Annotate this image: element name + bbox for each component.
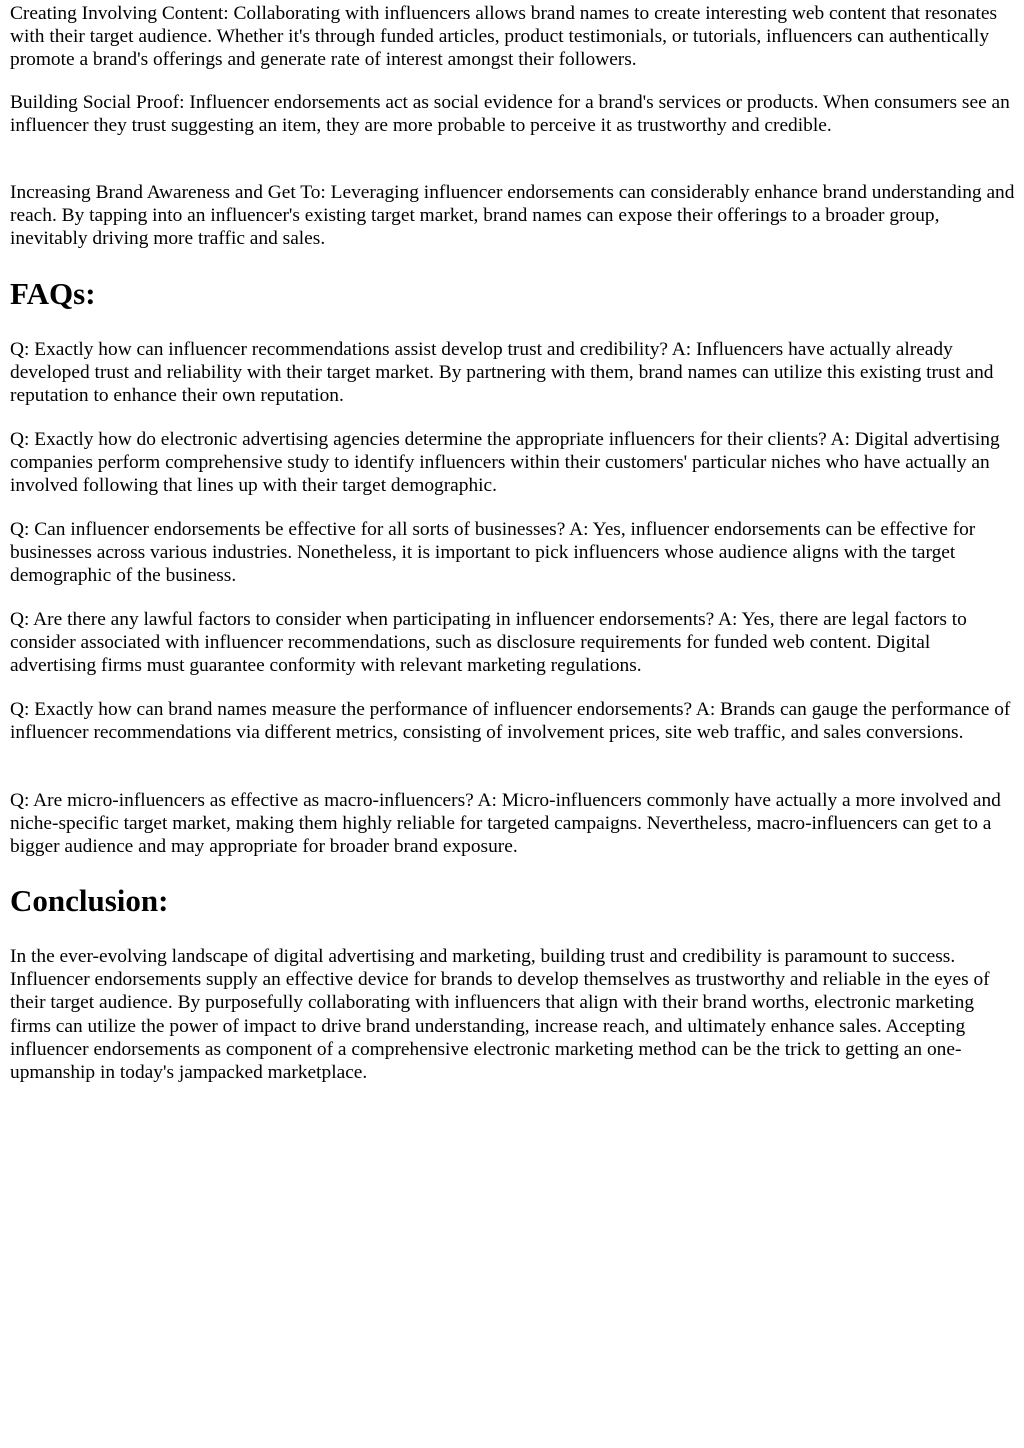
conclusion-heading: Conclusion: <box>10 883 169 918</box>
conclusion-paragraph: In the ever-evolving landscape of digital advertising and marketing, building trust and credibility is paramount to success. Influencer endorsements supply an effective device for brands to develop themselves as trustworthy and reliable in the eyes of their target audience. By purposefully collaborating with influencers that align with their brand worths, electronic marketing firms can utilize the power of impact to drive brand understanding, increase reach, and ultimately enhance sales. Accepting influencer endorsements as component of a comprehensive electronic marketing method can be the trick to getting an one-upmanship in today's jampacked marketplace. <box>10 946 990 1084</box>
paragraph-increasing-brand-awareness: Increasing Brand Awareness and Get To: Leveraging influencer endorsements can considerably enhance brand understanding and reach. By tapping into an influencer's existing target market, brand names can expose their offerings to a broader group, inevitably driving more traffic and sales. <box>10 182 1015 250</box>
faq-item: Q: Are there any lawful factors to consider when participating in influencer endorsements? A: Yes, there are legal factors to consider associated with influencer recommendations, such as disclosure requirements for funded web content. Digital advertising firms must guarantee conformity with relevant marketing regulations. <box>10 609 967 677</box>
faq-item: Q: Are micro-influencers as effective as macro-influencers? A: Micro-influencers commonly have actually a more involved and niche-specific target market, making them highly reliable for targeted campaigns. Nevertheless, macro-influencers can get to a bigger audience and may appropriate for broader brand exposure. <box>10 790 1001 858</box>
faq-item: Q: Exactly how do electronic advertising agencies determine the appropriate influencers for their clients? A: Digital advertising companies perform comprehensive study to identify influencers within their customers' particular niches who have actually an involved following that lines up with their target demographic. <box>10 429 1000 497</box>
paragraph-building-social-proof: Building Social Proof: Influencer endorsements act as social evidence for a brand's services or products. When consumers see an influencer they trust suggesting an item, they are more probable to perceive it as trustworthy and credible. <box>10 92 1010 137</box>
faqs-heading: FAQs: <box>10 276 96 311</box>
faq-item: Q: Exactly how can brand names measure the performance of influencer endorsements? A: Brands can gauge the performance of influencer recommendations via different metrics, consisting of involvement prices, site web traffic, and sales conversions. <box>10 699 1011 744</box>
faq-item: Q: Exactly how can influencer recommendations assist develop trust and credibility? A: Influencers have actually already developed trust and reliability with their target market. By partnering with them, brand names can utilize this existing trust and reputation to enhance their own reputation. <box>10 339 994 407</box>
paragraph-creating-involving-content: Creating Involving Content: Collaborating with influencers allows brand names to create interesting web content that resonates with their target audience. Whether it's through funded articles, product testimonials, or tutorials, influencers can authentically promote a brand's offerings and generate rate of interest amongst their followers. <box>10 3 998 71</box>
faq-item: Q: Can influencer endorsements be effective for all sorts of businesses? A: Yes, influencer endorsements can be effective for businesses across various industries. Nonetheless, it is important to pick influencers whose audience aligns with the target demographic of the business. <box>10 519 976 587</box>
